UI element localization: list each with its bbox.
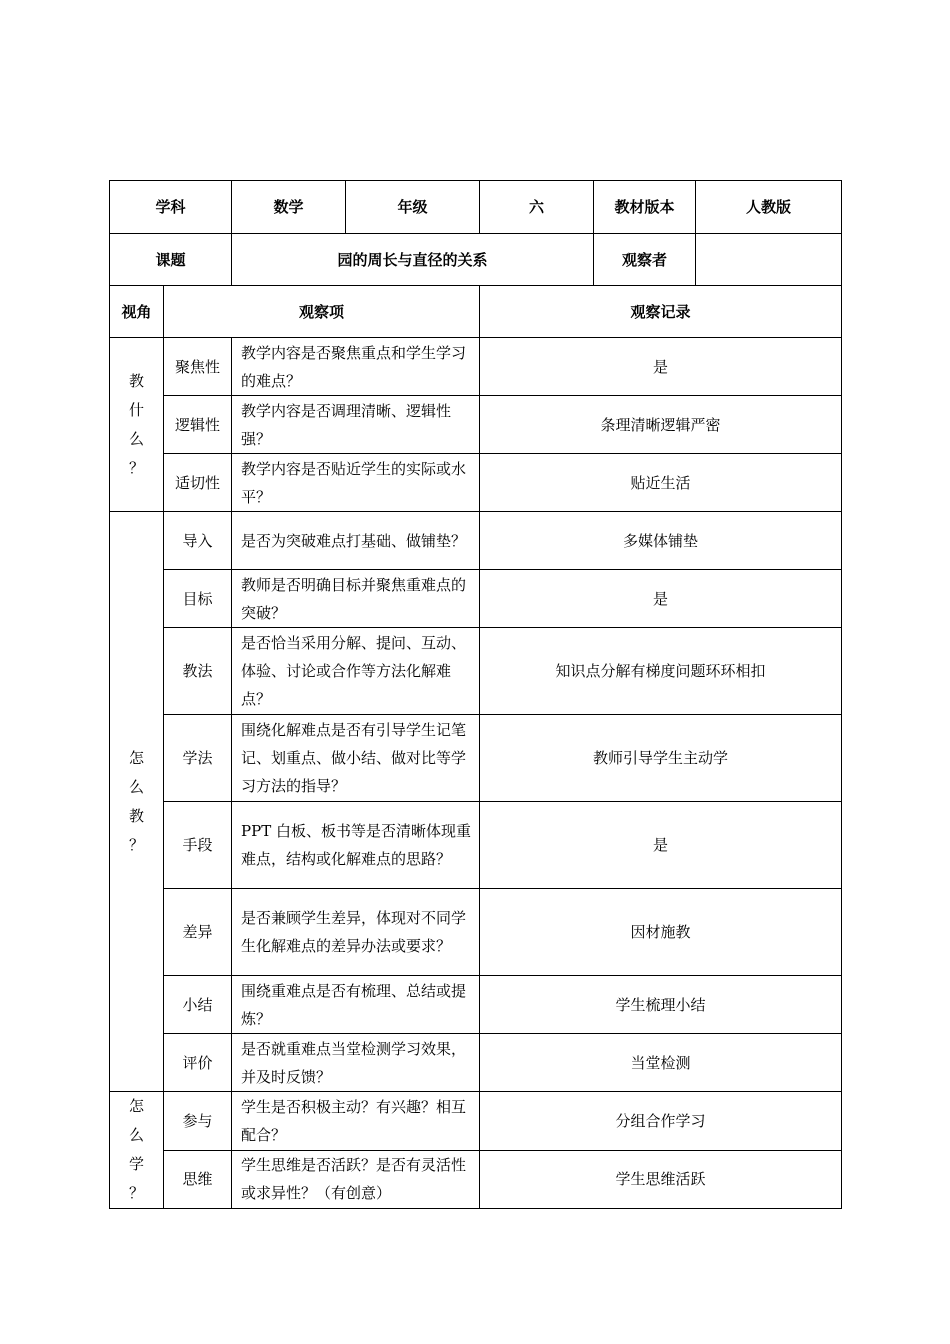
- dimension-cell: 差异: [164, 889, 232, 976]
- perspective-header: 视角: [110, 286, 164, 338]
- record-cell: 因材施教: [480, 889, 842, 976]
- dimension-cell: 导入: [164, 512, 232, 570]
- table-row: [110, 1034, 842, 1092]
- table-row: [110, 802, 842, 889]
- item-cell: 是否为突破难点打基础、做铺垫？: [232, 512, 480, 570]
- table-row: [110, 570, 842, 628]
- grade-label: 年级: [346, 181, 480, 234]
- record-cell: 贴近生活: [480, 454, 842, 512]
- record-cell: 学生思维活跃: [480, 1150, 842, 1209]
- observation-table: [109, 180, 842, 1209]
- record-cell: 知识点分解有梯度问题环环相扣: [480, 628, 842, 715]
- dimension-cell: 评价: [164, 1034, 232, 1092]
- table-row: [110, 1150, 842, 1209]
- record-cell: 当堂检测: [480, 1034, 842, 1092]
- item-cell: 是否就重难点当堂检测学习效果，并及时反馈？: [232, 1034, 480, 1092]
- header-row-2: [110, 234, 842, 286]
- grade-value: 六: [480, 181, 594, 234]
- table-row: [110, 889, 842, 976]
- dimension-cell: 目标: [164, 570, 232, 628]
- record-cell: 是: [480, 338, 842, 396]
- item-header: 观察项: [164, 286, 480, 338]
- perspective-cell: 怎 么 教 ？: [110, 512, 164, 1092]
- record-cell: 多媒体铺垫: [480, 512, 842, 570]
- observer-value: [696, 234, 842, 286]
- item-cell: 围绕重难点是否有梳理、总结或提炼？: [232, 976, 480, 1034]
- item-cell: 教学内容是否聚焦重点和学生学习的难点？: [232, 338, 480, 396]
- dimension-cell: 参与: [164, 1092, 232, 1151]
- record-header: 观察记录: [480, 286, 842, 338]
- table-row: [110, 715, 842, 802]
- dimension-cell: 思维: [164, 1150, 232, 1209]
- item-cell: 学生思维是否活跃？是否有灵活性或求异性？（有创意）: [232, 1150, 480, 1209]
- item-cell: 是否恰当采用分解、提问、互动、体验、讨论或合作等方法化解难点？: [232, 628, 480, 715]
- item-cell: 教师是否明确目标并聚焦重难点的突破？: [232, 570, 480, 628]
- dimension-cell: 学法: [164, 715, 232, 802]
- table-row: [110, 512, 842, 570]
- subject-value: 数学: [232, 181, 346, 234]
- record-cell: 是: [480, 802, 842, 889]
- table-row: [110, 338, 842, 396]
- item-cell: PPT 白板、板书等是否清晰体现重难点，结构或化解难点的思路？: [232, 802, 480, 889]
- dimension-cell: 教法: [164, 628, 232, 715]
- perspective-cell: 怎 么 学 ？: [110, 1092, 164, 1209]
- record-cell: 是: [480, 570, 842, 628]
- observer-label: 观察者: [594, 234, 696, 286]
- topic-value: 园的周长与直径的关系: [232, 234, 594, 286]
- dimension-cell: 逻辑性: [164, 396, 232, 454]
- table-row: [110, 1092, 842, 1151]
- column-header-row: [110, 286, 842, 338]
- dimension-cell: 适切性: [164, 454, 232, 512]
- item-cell: 学生是否积极主动？有兴趣？相互配合？: [232, 1092, 480, 1151]
- subject-label: 学科: [110, 181, 232, 234]
- dimension-cell: 小结: [164, 976, 232, 1034]
- edition-value: 人教版: [696, 181, 842, 234]
- item-cell: 教学内容是否贴近学生的实际或水平？: [232, 454, 480, 512]
- topic-label: 课题: [110, 234, 232, 286]
- record-cell: 条理清晰逻辑严密: [480, 396, 842, 454]
- dimension-cell: 聚焦性: [164, 338, 232, 396]
- table-row: [110, 976, 842, 1034]
- record-cell: 分组合作学习: [480, 1092, 842, 1151]
- dimension-cell: 手段: [164, 802, 232, 889]
- table-row: [110, 628, 842, 715]
- item-cell: 是否兼顾学生差异，体现对不同学生化解难点的差异办法或要求？: [232, 889, 480, 976]
- perspective-cell: 教 什 么 ？: [110, 338, 164, 512]
- header-row-1: [110, 181, 842, 234]
- record-cell: 学生梳理小结: [480, 976, 842, 1034]
- edition-label: 教材版本: [594, 181, 696, 234]
- table-row: [110, 454, 842, 512]
- item-cell: 围绕化解难点是否有引导学生记笔记、划重点、做小结、做对比等学习方法的指导？: [232, 715, 480, 802]
- record-cell: 教师引导学生主动学: [480, 715, 842, 802]
- table-row: [110, 396, 842, 454]
- item-cell: 教学内容是否调理清晰、逻辑性强？: [232, 396, 480, 454]
